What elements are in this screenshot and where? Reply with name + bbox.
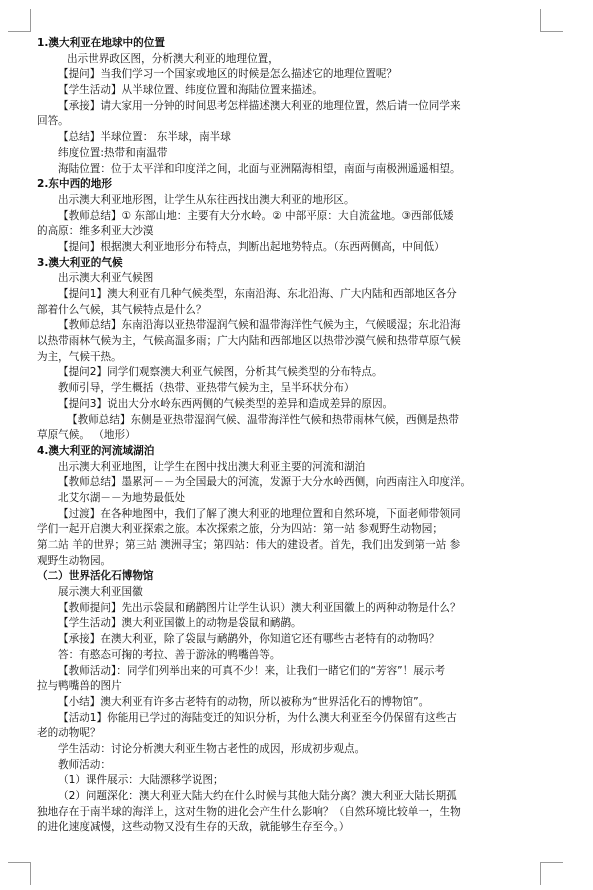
- crop-mark-bottom-right: [540, 862, 563, 885]
- text-line: 出示澳大利亚气候图: [58, 272, 154, 285]
- text-line: 拉与鸭嘴兽的图片: [37, 680, 122, 693]
- text-line: 学们一起开启澳大利亚探索之旅。本次探索之旅，分为四站：第一站 参观野生动物园；: [37, 523, 443, 536]
- text-line: 【总结】半球位置： 东半球，南半球: [58, 131, 231, 144]
- text-line: 【提问】根据澳大利亚地形分布特点，判断出起地势特点。（东西两侧高，中间低）: [58, 240, 445, 253]
- text-line: 【学生活动】澳大利亚国徽上的动物是袋鼠和鸸鹋。: [58, 617, 302, 630]
- text-line: 学生活动：讨论分析澳大利亚生物古老性的成因，形成初步观点。: [58, 742, 366, 755]
- section-heading: 1.澳大利亚在地球中的位置: [37, 37, 165, 49]
- text-line: （2）问题深化：澳大利亚大陆大约在什么时候与其他大陆分离？澳大利亚大陆长期孤: [58, 790, 457, 802]
- text-line: 【小结】澳大利亚有许多古老特有的动物，所以被称为“世界活化石的博物馆”。: [58, 695, 430, 708]
- text-line: 【教师总结】东南沿海以亚热带湿润气候和温带海洋性气候为主，气候暖湿；东北沿海: [58, 319, 461, 332]
- text-line: 【活动1】你能用已学过的海陆变迁的知识分析，为什么澳大利亚至今仍保留有这些古: [58, 711, 457, 724]
- text-line: 【承接】在澳大利亚，除了袋鼠与鸸鹋外，你知道它还有哪些古老特有的动物吗？: [58, 633, 440, 646]
- text-line: 【教师提问】先出示袋鼠和鸸鹋图片让学生认识）澳大利亚国徽上的两种动物是什么？: [58, 601, 461, 614]
- text-line: 回答。: [37, 115, 69, 128]
- text-line: 【过渡】在各种地图中，我们了解了澳大利亚的地理位置和自然环境，下面老师带领同: [58, 507, 461, 520]
- section-heading: （二）世界活化石博物馆: [37, 570, 154, 583]
- document-body: [37, 36, 555, 836]
- text-line: 【承接】请大家用一分钟的时间思考怎样描述澳大利亚的地理位置，然后请一位同学来: [58, 99, 461, 112]
- text-line: 草原气候。 （地形）: [37, 429, 136, 442]
- text-line: 独地存在于南半球的海洋上，这对生物的进化会产生什么影响？（自然环境比较单一，生物: [37, 805, 461, 818]
- crop-mark-bottom-left: [8, 862, 31, 885]
- text-line: 【学生活动】从半球位置、纬度位置和海陆位置来描述。: [58, 84, 323, 97]
- text-line: 答：有憨态可掬的考拉、善于游泳的鸭嘴兽等。: [58, 648, 281, 661]
- text-line: 教师活动：: [58, 758, 111, 771]
- crop-mark-top-left: [8, 9, 31, 32]
- text-line: 北艾尔湖－－为地势最低处: [58, 491, 186, 504]
- text-line: 教师引导，学生概括（热带、亚热带气候为主，呈半环状分布）: [58, 382, 355, 395]
- text-line: 部着什么气候，其气候特点是什么？: [37, 303, 207, 316]
- text-line: 【提问】当我们学习一个国家或地区的时候是怎么描述它的地理位置呢？: [58, 68, 397, 81]
- text-line: 【教师总结】东侧是亚热带湿润气候、温带海洋性气候和热带雨林气候，西侧是热带: [67, 413, 459, 426]
- text-line: 老的动物呢？: [37, 727, 101, 740]
- text-line: 海陆位置：位于太平洋和印度洋之间，北面与亚洲隔海相望，南面与南极洲遥遥相望。: [58, 162, 461, 175]
- section-heading: 2.东中西的地形: [37, 178, 112, 191]
- section-heading: 3.澳大利亚的气候: [37, 256, 123, 269]
- text-line: 【教师总结】① 东部山地：主要有大分水岭。② 中部平原：大自流盆地。③西部低矮: [58, 209, 454, 222]
- crop-mark-top-right: [540, 9, 563, 32]
- text-line: 观野生动物园。: [37, 554, 112, 567]
- text-line: （1）课件展示：大陆漂移学说图；: [58, 774, 224, 787]
- text-line: 为主，气候干热。: [37, 350, 122, 363]
- section-heading: 4.澳大利亚的河流域湖泊: [37, 444, 155, 457]
- text-line: 【教师活动】：同学们列举出来的可真不少！来，让我们一睹它们的“芳容”！展示考: [58, 664, 446, 677]
- text-line: 的进化速度减慢，这些动物又没有生存的天敌，就能够生存至今。）: [37, 821, 350, 834]
- text-line: 第二站 羊的世界；第三站 澳洲寻宝；第四站：伟大的建设者。首先，我们出发到第一站 参: [37, 539, 461, 551]
- text-line: 【提问2】同学们观察澳大利亚气候图，分析其气候类型的分布特点。: [58, 366, 383, 379]
- text-line: 出示世界政区图，分析澳大利亚的地理位置，: [67, 52, 279, 65]
- text-line: 【提问1】澳大利亚有几种气候类型，东南沿海、东北沿海、广大内陆和西部地区各分: [58, 288, 457, 300]
- text-line: 展示澳大利亚国徽: [58, 586, 143, 599]
- text-line: 的高原：维多利亚大沙漠: [37, 225, 154, 238]
- text-line: 以热带雨林气候为主，气候高温多雨；广大内陆和西部地区以热带沙漠气候和热带草原气候: [37, 335, 461, 348]
- text-line: 纬度位置:热带和南温带: [58, 146, 168, 159]
- text-line: 出示澳大利亚地形图，让学生从东往西找出澳大利亚的地形区。: [58, 193, 355, 206]
- text-line: 出示澳大利亚地图，让学生在图中找出澳大利亚主要的河流和湖泊: [58, 460, 366, 473]
- text-line: 【教师总结】墨累河－－为全国最大的河流，发源于大分水岭西侧，向西南注入印度洋。: [58, 476, 472, 489]
- text-line: 【提问3】说出大分水岭东西两侧的气候类型的差异和造成差异的原因。: [58, 397, 394, 410]
